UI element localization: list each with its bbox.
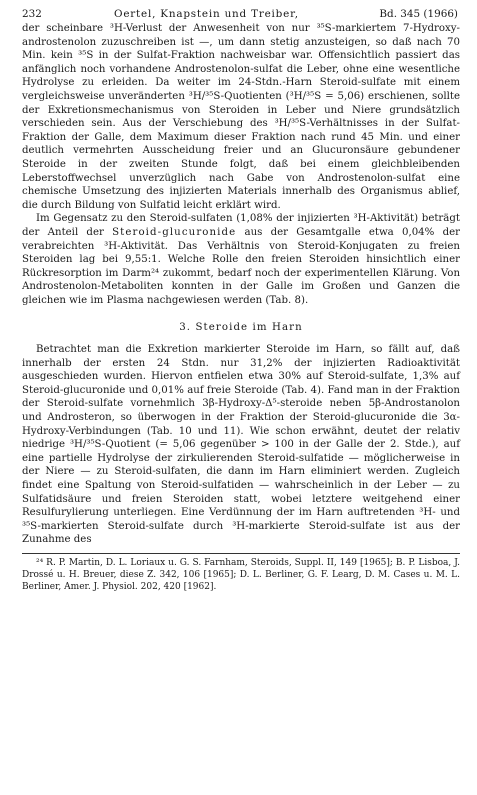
section-heading: 3. Steroide im Harn — [179, 322, 303, 334]
running-title: Oertel, Knapstein und Treiber, — [114, 8, 299, 20]
spaced-term-steroid-glucuronide: Steroid-glucuronide — [112, 226, 237, 238]
paragraph-glucuronide-rest: aus der Gesamtgalle etwa 0,04% der verabreichten ³H-Aktivität. Das Verhältnis von Steroid-Konjugaten zu freien Steroiden lag bei 9,55:1. Welche Rolle den freien Steroiden hinsichtlich einer Rückresorption im Darm²⁴ zukommt, bedarf noch der experimentellen Klärung. Von Androstenolon-Metaboliten konnten in der Galle im Großen und Ganzen die gleichen wie im Plasma nachgewiesen werden (Tab. 8). — [22, 226, 460, 306]
paragraph-glucuronide — [22, 212, 460, 307]
footnote-24: ²⁴ R. P. Martin, D. L. Loriaux u. G. S. Farnham, Steroids, Suppl. II, 149 [1965]; B. P. Lisboa, J. Drossé u. H. Breuer, diese Z. 342, 106 [1965]; D. L. Berliner, G. F. Learg, D. M. Cases u. M. L. Berliner, Amer. J. Physiol. 202, 420 [1962]. — [22, 557, 460, 592]
footnote-rule — [22, 553, 460, 554]
paragraph-continued: der scheinbare ³H-Verlust der Anwesenheit von nur ³⁵S-markiertem 7-Hydroxy-androstenolon zuzuschreiben ist —, um dann stetig anzusteigen, so daß nach 70 Min. kein ³⁵S in der Sulfat-Fraktion nachweisbar war. Offensichtlich passiert das anfänglich noch vorhandene Androstenolon-sulfat die Leber, ohne eine wesentliche Hydrolyse zu erleiden. Da weiter im 24-Stdn.-Harn Steroid-sulfate mit einem vergleichsweise unveränderten ³H/³⁵S-Quotienten (³H/³⁵S = 5,06) erschienen, sollte der Exkretionsmechanismus von Steroiden in Leber und Niere grundsätzlich verschieden sein. Aus der Verschiebung des ³H/³⁵S-Verhältnisses in der Sulfat-Fraktion der Galle, dem Maximum dieser Fraktion nach rund 45 Min. und einer deutlich vermehrten Ausscheidung freier und an Glucuronsäure gebundener Steroide in der zweiten Stunde folgt, daß bei einem gleichbleibenden Leberstoffwechsel unverzüglich nach Gabe von Androstenolon-sulfat eine chemische Umsetzung des injizierten Materials innerhalb des Organismus ablief, die durch Bildung von Sulfatid leicht erklärt wird. — [22, 23, 460, 211]
page-number: 232 — [22, 8, 42, 20]
paragraph-glucuronide-lead: Im Gegensatz zu den Steroid-sulfaten (1,08% der injizierten ³H-Aktivität) beträgt der Anteil der — [22, 213, 460, 238]
paragraph-harn: Betrachtet man die Exkretion markierter Steroide im Harn, so fällt auf, daß innerhalb der ersten 24 Stdn. nur 31,2% der injizierten Radioaktivität ausgeschieden wurden. Hiervon entfielen etwa 30% auf Steroid-sulfate, 1,3% auf Steroid-glucuronide und 0,01% auf freie Steroide (Tab. 4). Fand man in der Fraktion der Steroid-sulfate vornehmlich 3β-Hydroxy-Δ⁵-steroide neben 5β-Androstanolon und Androsteron, so überwogen in der Fraktion der Steroid-glucuronide die 3α-Hydroxy-Verbindungen (Tab. 10 und 11). Wie schon erwähnt, deutet der relativ niedrige ³H/³⁵S-Quotient (= 5,06 gegenüber > 100 in der Galle der 2. Stde.), auf eine partielle Hydrolyse der zirkulierenden Steroid-sulfatide — möglicherweise in der Niere — zu Steroid-sulfaten, die dann im Harn eliminiert werden. Zugleich findet eine Spaltung von Steroid-sulfatiden — wahrscheinlich in der Leber — zu Sulfatidsäure und freien Steroiden statt, wobei letztere weitgehend einer Resulfurylierung unterliegen. Eine Verdünnung der im Harn auftretenden ³H- und ³⁵S-markierten Steroid-sulfate durch ³H-markierte Steroid-sulfate ist aus der Zunahme des — [22, 344, 460, 546]
volume-info: Bd. 345 (1966) — [379, 8, 458, 20]
page-header — [22, 6, 458, 22]
body-text — [22, 22, 460, 593]
